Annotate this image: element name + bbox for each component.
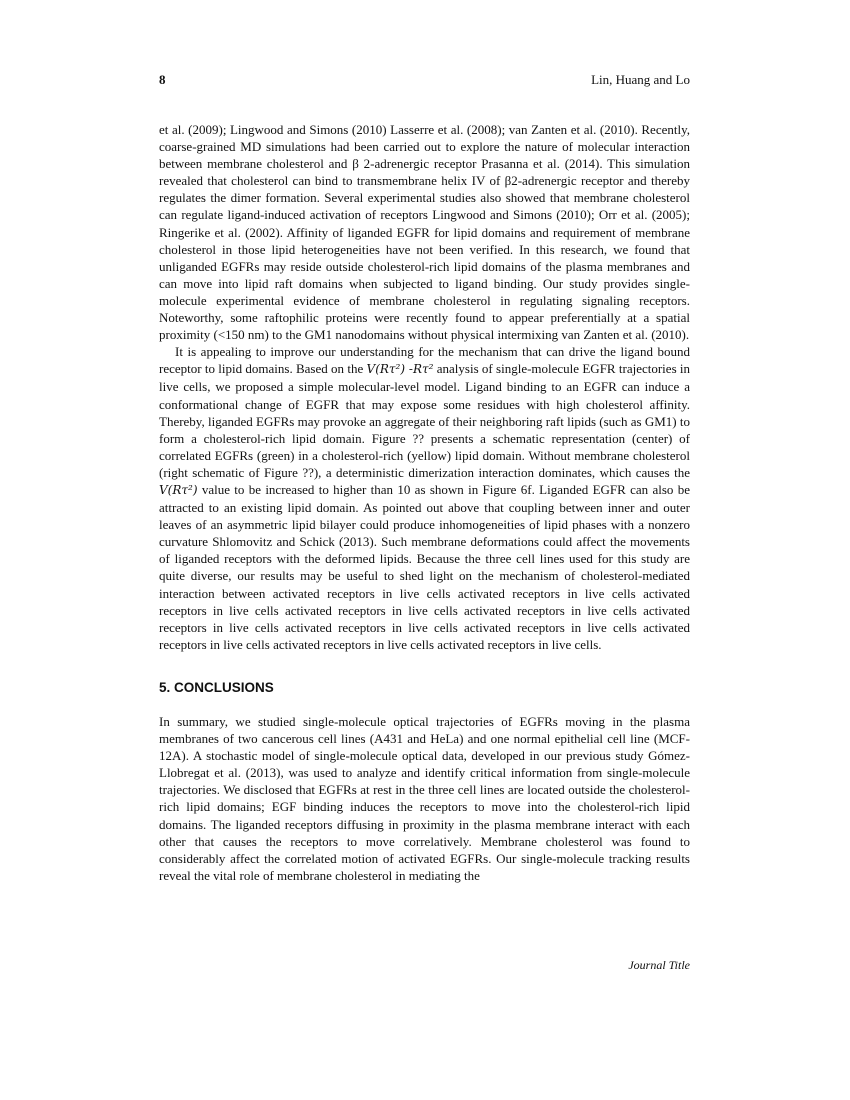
- paragraph-conclusions: In summary, we studied single-molecule optical trajectories of EGFRs moving in the plasma membranes of two cancerous cell lines (A431 and HeLa) and one normal epithelial cell line (MCF-12A). A stochastic model of single-molecule optical data, developed in our previous study Gómez-Llobregat et al. (2013), was used to analyze and identify critical information from single-molecule trajectories. We disclosed that EGFRs at rest in the three cell lines are located outside the cholesterol-rich lipid domains; EGF binding induces the receptors to move into the cholesterol-rich lipid domains. The liganded receptors diffusing in proximity in the plasma membrane interact with each other that causes the receptors to move correlatively. Membrane cholesterol was found to considerably affect the correlated motion of activated EGFRs. Our single-molecule tracking results reveal the vital role of membrane cholesterol in mediating the: [159, 714, 690, 883]
- section-heading-conclusions: 5. CONCLUSIONS: [159, 679, 274, 695]
- paragraph-2-part-b: analysis of single-molecule EGFR trajectories in live cells, we proposed a simple molecular-level model. Ligand binding to an EGFR can induce a conformational change of EGFR that may expose some residues with high cholesterol affinity. Thereby, liganded EGFRs may provoke an aggregate of their neighboring raft lipids (such as GM1) to form a cholesterol-rich lipid domain. Figure ?? presents a schematic representation (center) of correlated EGFRs (green) in a cholesterol-rich (yellow) lipid domain. Without membrane cholesterol (right schematic of Figure ??), a deterministic dimerization interaction dominates, which causes the: [159, 361, 691, 480]
- paragraph-2: [159, 343, 690, 653]
- running-head: Lin, Huang and Lo: [591, 72, 690, 87]
- paragraph-2-part-a: It is appealing to improve our understanding for the mechanism that can drive the ligand bound receptor to lipid domains. Based on the: [159, 344, 690, 377]
- paragraph-1: et al. (2009); Lingwood and Simons (2010) Lasserre et al. (2008); van Zanten et al. (2010). Recently, coarse-grained MD simulations had been carried out to explore the nature of molecular interaction between membrane cholesterol and β 2-adrenergic receptor Prasanna et al. (2014). This simulation revealed that cholesterol can bind to transmembrane helix IV of β2-adrenergic receptor and thereby regulates the dimer formation. Several experimental studies also showed that membrane cholesterol can regulate ligand-induced activation of receptors Lingwood and Simons (2010); Orr et al. (2005); Ringerike et al. (2002). Affinity of liganded EGFR for lipid domains and requirement of membrane cholesterol in those lipid heterogeneities have not been verified. In this research, we found that unliganded EGFRs may reside outside cholesterol-rich lipid domains of the plasma membranes and can move into lipid raft domains when subjected to ligand binding. Our study provides single-molecule experimental evidence of membrane cholesterol in regulating signaling receptors. Noteworthy, some raftophilic proteins were recently found to appear preferentially at a spatial proximity (<150 nm) to the GM1 nanodomains without physical intermixing van Zanten et al. (2010).: [159, 122, 690, 343]
- page-number: 8: [159, 72, 166, 87]
- math-expression-variance: V(Rτ²) -Rτ²: [366, 362, 434, 377]
- footer-journal-title: Journal Title: [628, 958, 690, 972]
- math-expression-v: V(Rτ²): [159, 482, 198, 497]
- body-text: [159, 121, 690, 884]
- paragraph-2-part-c: value to be increased to higher than 10 as shown in Figure 6f. Liganded EGFR can also be attracted to an existing lipid domain. As pointed out above that coupling between inner and outer leaves of an asymmetric lipid bilayer could produce inhomogeneities of lipid phases with a nonzero curvature Shlomovitz and Schick (2013). Such membrane deformations could affect the movements of liganded receptors with the deformed lipids. Because the three cell lines used for this study are quite diverse, our results may be useful to shed light on the mechanism of cholesterol-mediated interaction between activated receptors in live cells activated receptors in live cells activated receptors in live cells activated receptors in live cells activated receptors in live cells activated receptors in live cells activated receptors in live cells activated receptors in live cells activated receptors in live cells activated receptors in live cells activated receptors in live cells.: [159, 481, 691, 652]
